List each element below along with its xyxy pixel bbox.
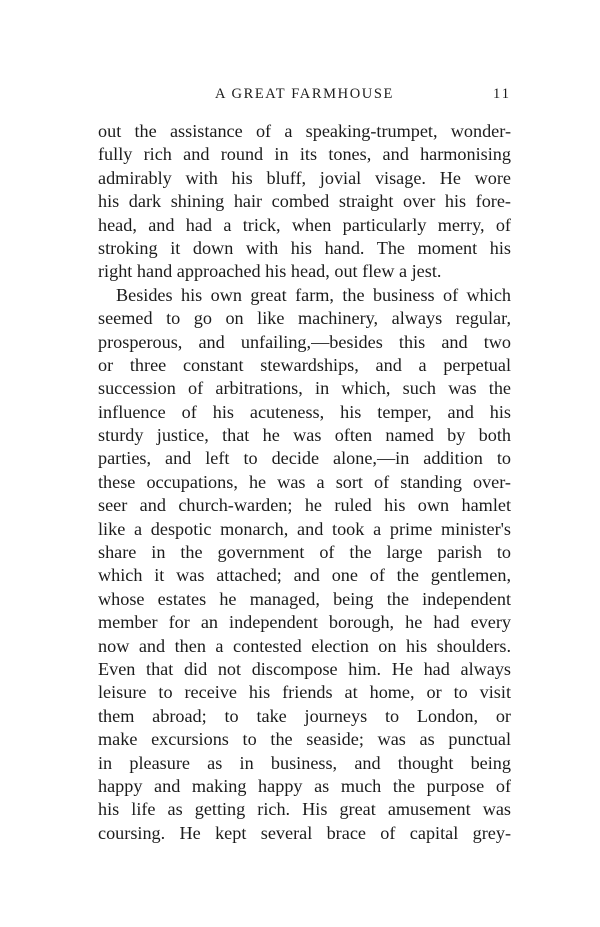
text-line: coursing. He kept several brace of capital grey- — [98, 822, 511, 843]
text-line: happy and making happy as much the purpose of — [98, 775, 511, 796]
text-line: admirably with his bluff, jovial visage. He wore — [98, 167, 511, 188]
text-line: these occupations, he was a sort of standing over- — [98, 471, 511, 492]
running-header — [98, 86, 511, 108]
text-line: Even that did not discompose him. He had always — [98, 658, 511, 679]
text-line: head, and had a trick, when particularly merry, of — [98, 214, 511, 235]
text-line: prosperous, and unfailing,—besides this and two — [98, 331, 511, 352]
text-line: his dark shining hair combed straight over his fore- — [98, 191, 511, 212]
page-body-text — [98, 120, 511, 845]
text-line: seemed to go on like machinery, always regular, — [98, 308, 511, 329]
text-line: member for an independent borough, he had every — [98, 612, 511, 633]
text-line: which it was attached; and one of the gentlemen, — [98, 565, 511, 586]
text-line: succession of arbitrations, in which, such was the — [98, 378, 511, 399]
text-line: seer and church-warden; he ruled his own hamlet — [98, 495, 511, 516]
text-line: in pleasure as in business, and thought being — [98, 752, 511, 773]
text-line: make excursions to the seaside; was as punctual — [98, 729, 511, 750]
paragraph-continued — [98, 120, 511, 284]
text-line: out the assistance of a speaking-trumpet, wonder- — [98, 121, 511, 141]
text-line: his life as getting rich. His great amusement was — [98, 799, 511, 820]
text-line: right hand approached his head, out flew a jest. — [98, 261, 442, 282]
running-head-title: A GREAT FARMHOUSE — [215, 86, 394, 102]
text-line: stroking it down with his hand. The moment his — [98, 237, 511, 258]
text-line: Besides his own great farm, the business of which — [116, 284, 511, 305]
text-line: leisure to receive his friends at home, or to visit — [98, 682, 511, 703]
text-line: fully rich and round in its tones, and harmonising — [98, 144, 511, 165]
paragraph — [98, 284, 511, 845]
text-line: like a despotic monarch, and took a prime minister's — [98, 518, 511, 539]
text-line: sturdy justice, that he was often named by both — [98, 425, 511, 446]
text-line: parties, and left to decide alone,—in addition to — [98, 448, 511, 469]
page-number: 11 — [493, 86, 511, 102]
text-line: or three constant stewardships, and a perpetual — [98, 354, 511, 375]
text-line: them abroad; to take journeys to London, or — [98, 705, 511, 726]
text-line: whose estates he managed, being the independent — [98, 588, 511, 609]
text-line: influence of his acuteness, his temper, and his — [98, 401, 511, 422]
text-line: now and then a contested election on his shoulders. — [98, 635, 511, 656]
text-line: share in the government of the large parish to — [98, 542, 511, 563]
